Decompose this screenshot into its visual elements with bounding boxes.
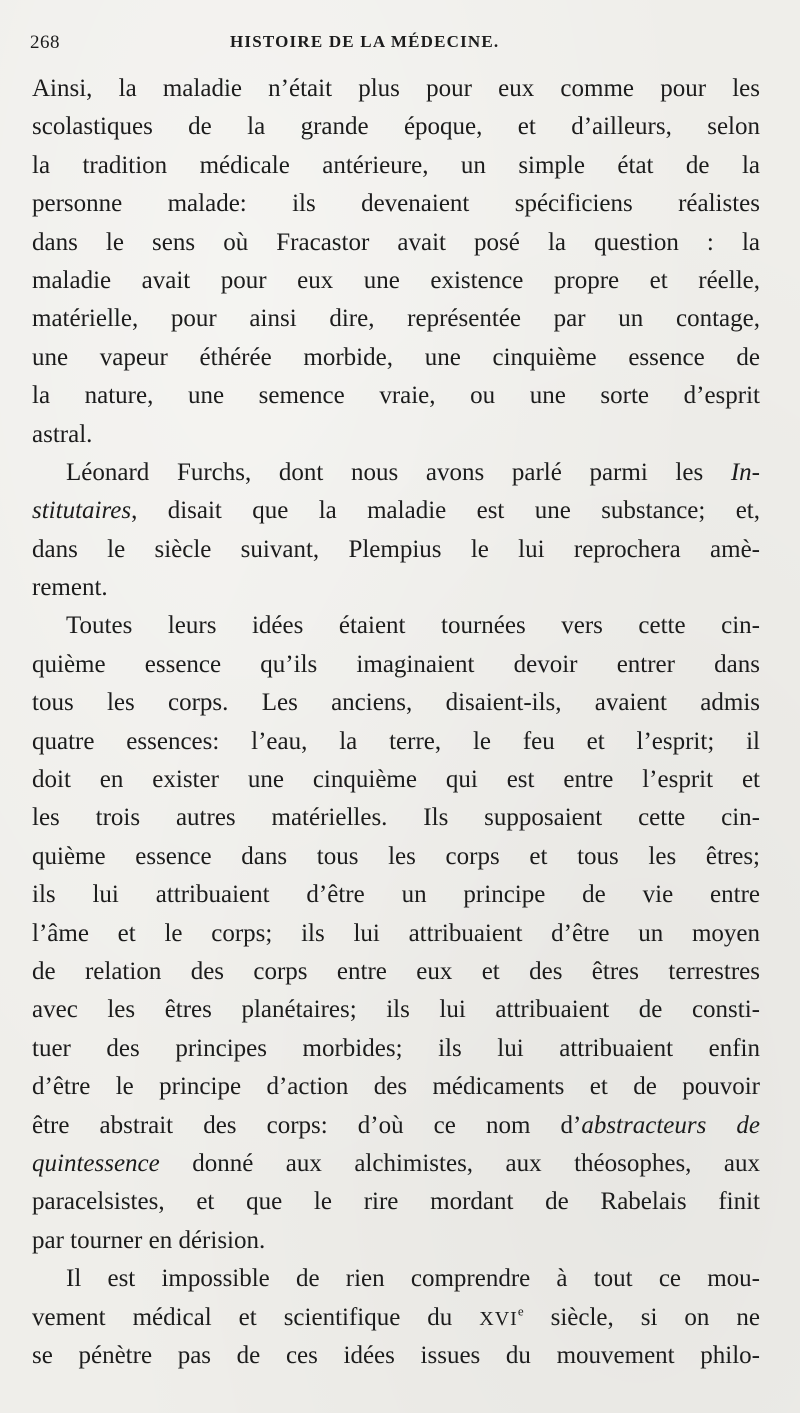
text-line: quatre essences: l’eau, la terre, le feu et l’esprit; il — [32, 727, 760, 755]
text-line: de relation des corps entre eux et des êtres terrestres — [32, 957, 760, 985]
paragraph-2 — [32, 454, 760, 608]
text-line — [32, 1107, 760, 1145]
text-line: la tradition médicale antérieure, un simple état de la — [32, 151, 760, 179]
text-run: être abstrait des corps: d’où ce nom d’ — [32, 1111, 582, 1139]
paragraph-1 — [32, 70, 760, 454]
italic-text: quintessence — [32, 1149, 160, 1177]
text-line: dans le siècle suivant, Plempius le lui reprochera amè- — [32, 535, 760, 563]
text-line: les trois autres matérielles. Ils supposaient cette cin- — [32, 804, 760, 832]
text-line: tuer des principes morbides; ils lui attribuaient enfin — [32, 1034, 760, 1062]
text-line — [32, 1145, 760, 1183]
text-line: une vapeur éthérée morbide, une cinquième essence de — [32, 343, 760, 371]
text-run: vement médical et scientifique du — [32, 1303, 480, 1331]
text-line: Ainsi, la maladie n’était plus pour eux comme pour les — [32, 75, 760, 102]
text-line: quième essence dans tous les corps et tous les êtres; — [32, 842, 760, 870]
text-line — [32, 492, 760, 530]
text-line: paracelsistes, et que le rire mordant de Rabelais finit — [32, 1188, 760, 1216]
paragraph-3 — [32, 607, 760, 1260]
text-line — [32, 454, 760, 492]
text-run: donné aux alchimistes, aux théosophes, aux — [159, 1149, 760, 1177]
italic-text: stitutaires — [32, 497, 132, 525]
text-line: scolastiques de la grande époque, et d’ailleurs, selon — [32, 113, 760, 141]
body-text — [32, 70, 760, 1375]
text-line: doit en exister une cinquième qui est entre l’esprit et — [32, 766, 760, 794]
text-line: se pénètre pas de ces idées issues du mouvement philo- — [32, 1341, 760, 1369]
page-header — [30, 32, 770, 62]
text-line: tous les corps. Les anciens, disaient-ils, avaient admis — [32, 689, 760, 717]
text-line: Il est impossible de rien comprendre à tout ce mou- — [66, 1265, 760, 1293]
text-line: maladie avait pour eux une existence propre et réelle, — [32, 266, 760, 294]
text-run: Léonard Furchs, dont nous avons parlé parmi les — [66, 458, 731, 486]
italic-text: abstracteurs de — [581, 1111, 760, 1139]
text-line: personne malade: ils devenaient spécificiens réalistes — [32, 190, 760, 218]
century-numeral: XVI — [479, 1307, 518, 1330]
paragraph-4 — [32, 1260, 760, 1375]
text-line: avec les êtres planétaires; ils lui attribuaient de consti- — [32, 996, 760, 1024]
text-line: quième essence qu’ils imaginaient devoir entrer dans — [32, 650, 760, 678]
text-line: la nature, une semence vraie, ou une sorte d’esprit — [32, 382, 760, 410]
text-line: astral. — [32, 420, 93, 448]
text-line: matérielle, pour ainsi dire, représentée par un contage, — [32, 305, 760, 333]
text-line: dans le sens où Fracastor avait posé la question : la — [32, 228, 760, 256]
superscript: e — [517, 1303, 524, 1319]
running-title: HISTOIRE DE LA MÉDECINE. — [230, 32, 500, 51]
text-line: Toutes leurs idées étaient tournées vers cette cin- — [66, 612, 760, 640]
text-run: siècle, si on ne — [523, 1303, 760, 1331]
text-line: d’être le principe d’action des médicaments et de pouvoir — [32, 1073, 760, 1101]
text-run: , disait que la maladie est une substance; et, — [131, 497, 760, 525]
italic-text: In- — [730, 458, 760, 486]
text-line — [32, 1299, 760, 1337]
text-line: ils lui attribuaient d’être un principe de vie entre — [32, 881, 760, 909]
text-line: par tourner en dérision. — [32, 1226, 266, 1254]
text-line: l’âme et le corps; ils lui attribuaient d’être un moyen — [32, 919, 760, 947]
page-number: 268 — [30, 32, 60, 53]
text-line: rement. — [32, 574, 108, 602]
